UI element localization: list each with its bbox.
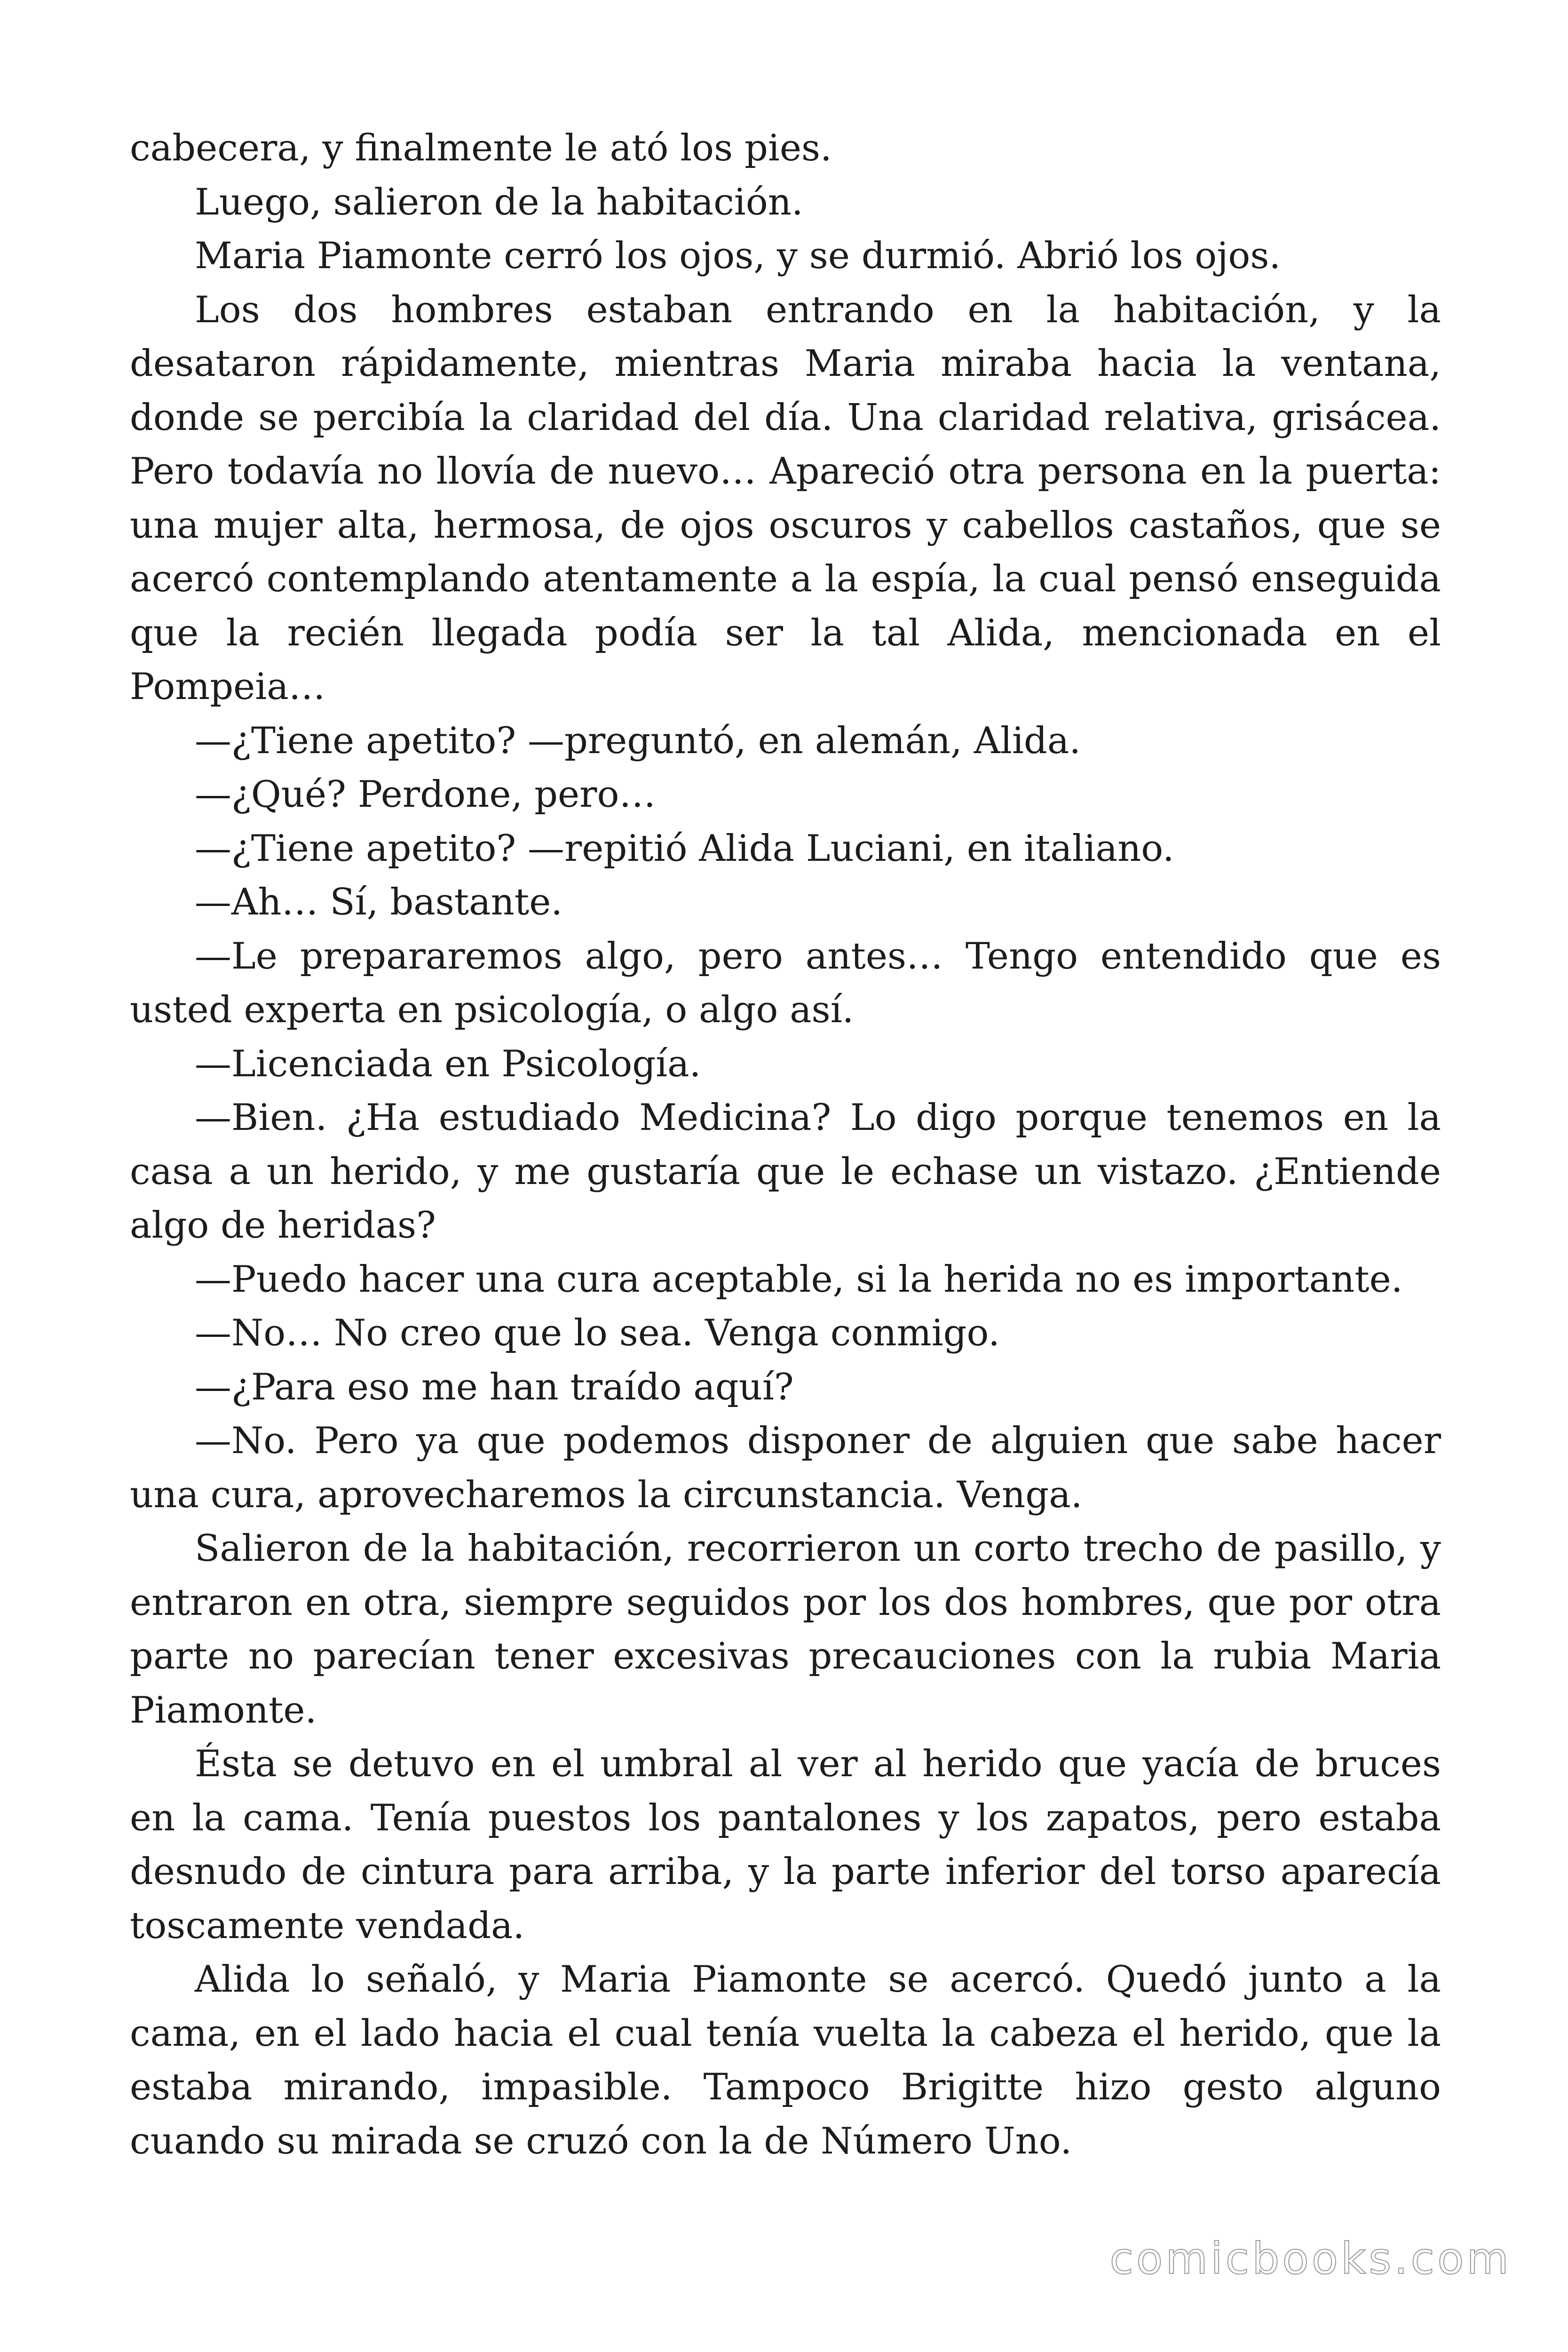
- dialogue-line: —¿Para eso me han traído aquí?: [195, 1366, 794, 1408]
- paragraph: Luego, salieron de la habitación.: [195, 181, 803, 223]
- dialogue-line: —¿Qué? Perdone, pero…: [195, 773, 656, 816]
- dialogue-line: —No. Pero ya que podemos disponer de alguien que sabe hacer una cura, aprovecharemos la circunstancia. Venga.: [130, 1420, 1441, 1516]
- dialogue-line: —Bien. ¿Ha estudiado Medicina? Lo digo porque tenemos en la casa a un herido, y me gustaría que le echase un vistazo. ¿Entiende algo de heridas?: [130, 1097, 1441, 1247]
- paragraph: Salieron de la habitación, recorrieron un corto trecho de pasillo, y entraron en otra, siempre seguidos por los dos hombres, que por otra parte no parecían tener excesivas precauciones con la rubia Maria Piamonte.: [130, 1527, 1441, 1732]
- paragraph-continuation: cabecera, y finalmente le ató los pies.: [130, 127, 832, 169]
- paragraph: Ésta se detuvo en el umbral al ver al herido que yacía de bruces en la cama. Tenía puestos los pantalones y los zapatos, pero estaba desnudo de cintura para arriba, y la parte inferior del torso aparecía toscamente vendada.: [130, 1743, 1441, 1947]
- watermark-text: comicbooks.com: [1109, 2233, 1512, 2284]
- dialogue-line: —¿Tiene apetito? —preguntó, en alemán, Alida.: [195, 719, 1081, 762]
- dialogue-line: —No… No creo que lo sea. Venga conmigo.: [195, 1312, 1000, 1354]
- paragraph: Maria Piamonte cerró los ojos, y se durmió. Abrió los ojos.: [195, 235, 1281, 277]
- paragraph: Los dos hombres estaban entrando en la habitación, y la desataron rápidamente, mientras Maria miraba hacia la ventana, donde se percibía la claridad del día. Una claridad relativa, grisácea. Pero todavía no llovía de nuevo… Apareció otra persona en la puerta: una mujer alta, hermosa, de ojos oscuros y cabellos castaños, que se acercó contemplando atentamente a la espía, la cual pensó enseguida que la recién llegada podía ser la tal Alida, mencionada en el Pompeia…: [130, 288, 1441, 708]
- dialogue-line: —Ah… Sí, bastante.: [195, 881, 563, 923]
- dialogue-line: —Licenciada en Psicología.: [195, 1042, 701, 1085]
- dialogue-line: —Le prepararemos algo, pero antes… Tengo entendido que es usted experta en psicología, o algo así.: [130, 935, 1441, 1031]
- paragraph: Alida lo señaló, y Maria Piamonte se acercó. Quedó junto a la cama, en el lado hacia el cual tenía vuelta la cabeza el herido, que la estaba mirando, impasible. Tampoco Brigitte hizo gesto alguno cuando su mirada se cruzó con la de Número Uno.: [130, 1958, 1441, 2162]
- dialogue-line: —Puedo hacer una cura aceptable, si la herida no es importante.: [195, 1258, 1403, 1301]
- dialogue-line: —¿Tiene apetito? —repitió Alida Luciani, en italiano.: [195, 827, 1174, 870]
- body-text: [130, 121, 1441, 2168]
